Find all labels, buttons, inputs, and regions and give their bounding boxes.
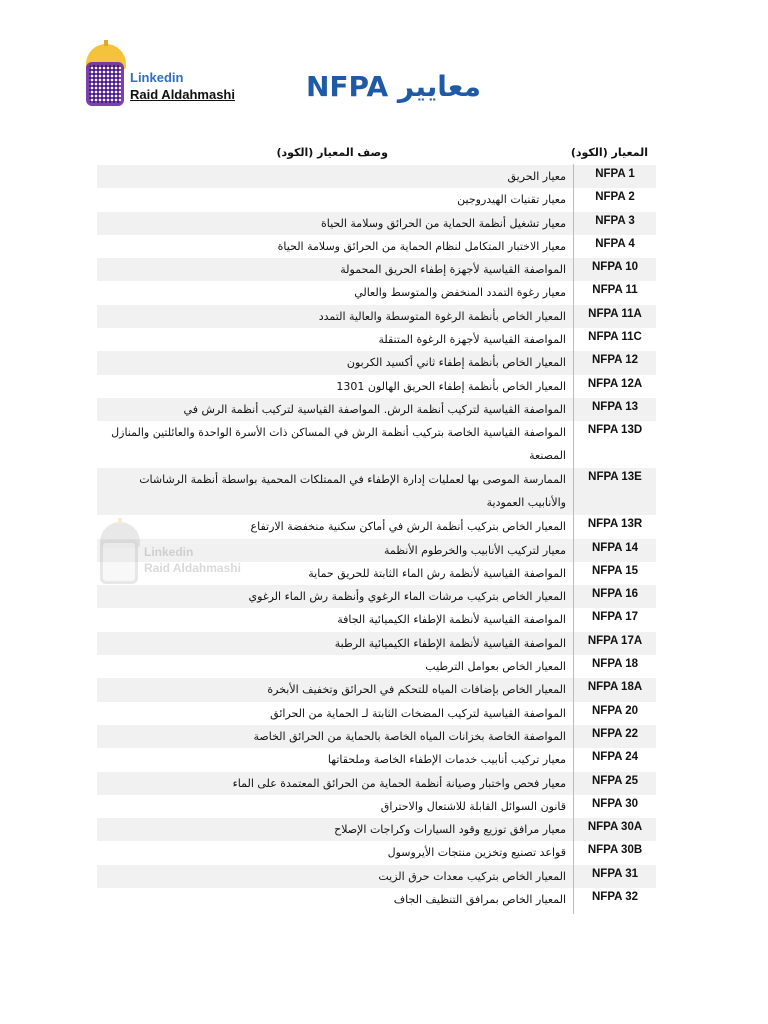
standard-description: معيار تركيب أنابيب خدمات الإطفاء الخاصة وملحقاتها: [327, 753, 566, 767]
standard-description: المواصفة القياسية لأجهزة إطفاء الحريق المحمولة: [340, 263, 566, 277]
standard-description: المواصفة القياسية لتركيب أنظمة الرش. المواصفة القياسية لتركيب أنظمة الرش في: [183, 402, 566, 416]
watermark-name: Raid Aldahmashi: [144, 561, 241, 575]
standard-code: NFPA 18A: [587, 681, 643, 694]
qr-code-icon: [84, 44, 128, 110]
header-code: المعيار (الكود): [570, 146, 648, 159]
standard-code: NFPA 30A: [587, 821, 643, 834]
standard-code: NFPA 10: [591, 261, 638, 274]
standard-code: NFPA 15: [591, 564, 638, 577]
table-header: [97, 142, 656, 164]
standard-code: NFPA 13D: [587, 424, 643, 437]
standard-description: المواصفة القياسية لأجهزة الرغوة المتنقلة: [378, 333, 566, 347]
standard-description: معيار لتركيب الأنابيب والخرطوم الأنظمة: [384, 543, 566, 557]
header-description: وصف المعيار (الكود): [276, 146, 388, 159]
standard-description: المعيار الخاص بأنظمة إطفاء الحريق الهالون 1301: [336, 379, 566, 393]
standard-description: معيار تقنيات الهيدروجين: [457, 193, 566, 207]
standard-code: NFPA 17A: [587, 634, 643, 647]
standard-code: NFPA 32: [591, 891, 638, 904]
standard-description: المعيار الخاص بتركيب مرشات الماء الرغوي وأنظمة رش الماء الرغوي: [248, 590, 566, 604]
watermark-link: Linkedin: [144, 545, 194, 559]
watermark-logo-icon: [98, 522, 142, 588]
standard-code: NFPA 31: [591, 867, 638, 880]
standard-code: NFPA 20: [591, 704, 638, 717]
standard-description: المواصفة القياسية لتركيب المضخات الثابتة لـ الحماية من الحرائق: [270, 706, 566, 720]
standard-code: NFPA 3: [595, 214, 635, 227]
standard-code: NFPA 13R: [587, 518, 643, 531]
standard-description: معيار الحريق: [507, 170, 566, 183]
standard-description: قواعد تصنيع وتخزين منتجات الأيروسول: [387, 846, 566, 860]
standard-description: معيار مرافق توزيع وقود السيارات وكراجات الإصلاح: [334, 823, 566, 837]
standard-description: المعيار الخاص بإضافات المياه للتحكم في الحرائق وتخفيف الأبخرة: [267, 683, 566, 697]
standard-description: المعيار الخاص بعوامل الترطيب: [425, 660, 566, 674]
standard-code: NFPA 25: [591, 774, 638, 787]
standard-description: المواصفة القياسية الخاصة بتركيب أنظمة الرش في المساكن ذات الأسرة الواحدة والعائلتين والمنازل المصنعة: [111, 426, 566, 463]
standard-description: معيار الاختبار المتكامل لنظام الحماية من الحرائق وسلامة الحياة: [277, 239, 566, 253]
standard-description: المعيار الخاص بأنظمة الرغوة المتوسطة والعالية التمدد: [318, 309, 566, 323]
standard-description: المواصفة القياسية لأنظمة رش الماء الثابتة للحريق حماية: [308, 566, 566, 580]
standard-code: NFPA 11C: [588, 331, 642, 344]
standard-code: NFPA 18: [591, 658, 638, 671]
watermark: [98, 522, 241, 588]
standard-description: المعيار الخاص بتركيب أنظمة الرش في أماكن سكنية منخفضة الارتفاع: [250, 520, 566, 534]
standard-code: NFPA 24: [591, 751, 638, 764]
standard-description: معيار تشغيل أنظمة الحماية من الحرائق وسلامة الحياة: [320, 216, 566, 230]
linkedin-badge[interactable]: [84, 44, 235, 110]
standard-description: المواصفة القياسية لأنظمة الإطفاء الكيميائية الرطبة: [334, 636, 566, 650]
standard-code: NFPA 12A: [587, 377, 643, 390]
standard-code: NFPA 13: [591, 400, 638, 413]
standard-description: معيار رغوة التمدد المنخفض والمتوسط والعالي: [354, 286, 566, 300]
standard-code: NFPA 2: [595, 191, 635, 204]
standard-code: NFPA 1: [595, 168, 635, 180]
standard-code: NFPA 11A: [588, 307, 642, 320]
standard-code: NFPA 13E: [588, 471, 642, 484]
author-name[interactable]: Raid Aldahmashi: [130, 87, 235, 102]
standard-description: المواصفة القياسية لأنظمة الإطفاء الكيميائية الجافة: [337, 613, 566, 627]
standard-description: المعيار الخاص بتركيب معدات حرق الزيت: [378, 869, 566, 883]
standard-description: المعيار الخاص بمرافق التنظيف الجاف: [393, 893, 566, 907]
standard-code: NFPA 30B: [587, 844, 643, 857]
standard-description: المواصفة الخاصة بخزانات المياه الخاصة بالحماية من الحرائق الخاصة: [253, 729, 566, 743]
standard-code: NFPA 22: [591, 727, 638, 740]
standard-code: NFPA 14: [591, 541, 638, 554]
standard-code: NFPA 11: [592, 284, 638, 297]
standard-code: NFPA 12: [591, 354, 638, 367]
standard-description: قانون السوائل القابلة للاشتعال والاحتراق: [380, 799, 566, 813]
standard-code: NFPA 17: [591, 611, 638, 624]
standard-description: المعيار الخاص بأنظمة إطفاء ثاني أكسيد الكربون: [346, 356, 566, 370]
standard-description: الممارسة الموصى بها لعمليات إدارة الإطفاء في الممتلكات المحمية بواسطة أنظمة الرشاشات والأنابيب العمودية: [139, 473, 566, 510]
standard-code: NFPA 4: [595, 237, 635, 250]
standard-description: معيار فحص واختبار وصيانة أنظمة الحماية من الحرائق المعتمدة على الماء: [232, 776, 566, 790]
standard-code: NFPA 30: [591, 797, 638, 810]
page-title: معايير NFPA: [306, 70, 481, 103]
standard-code: NFPA 16: [591, 588, 638, 601]
column-divider: [573, 164, 574, 914]
linkedin-label[interactable]: Linkedin: [130, 70, 184, 85]
